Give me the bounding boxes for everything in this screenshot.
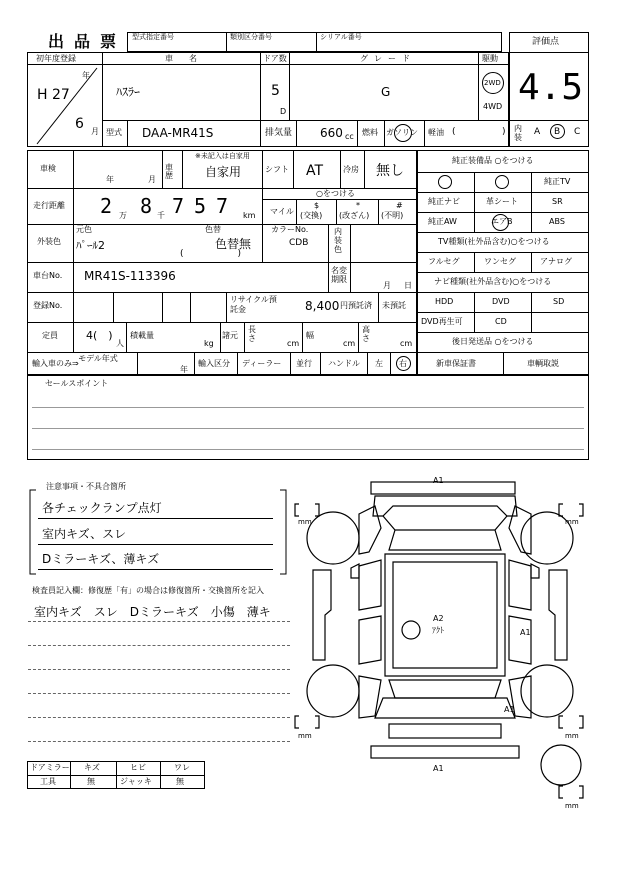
divider xyxy=(160,761,161,789)
divider xyxy=(531,252,532,272)
grade-value: G xyxy=(381,85,391,99)
divider xyxy=(102,120,509,121)
displacement-label: 排気量 xyxy=(265,128,293,138)
header-fields-box xyxy=(127,32,502,52)
handle-label: ハンドル xyxy=(328,359,360,368)
color-change-value: 色替無 xyxy=(215,237,252,251)
divider xyxy=(357,120,358,147)
width-unit: cm xyxy=(343,339,356,348)
mileage-option-tamper-mark: * xyxy=(356,201,360,210)
inspector-line xyxy=(28,669,290,670)
oil-label: 軽油 xyxy=(428,128,444,137)
fuel-value: ガソリン xyxy=(386,128,418,137)
category-number-label: 類別区分番号 xyxy=(230,33,272,41)
mileage-unit-sen: 千 xyxy=(157,211,165,220)
tools-value-2: 無 xyxy=(176,777,184,786)
mileage-digit-1: 2 xyxy=(100,194,113,218)
divider xyxy=(70,761,71,789)
divider xyxy=(220,322,221,352)
recycle-paid: 円預託済 xyxy=(340,301,372,310)
color-no-label: カラーNo. xyxy=(271,225,309,234)
divider xyxy=(378,199,379,224)
mileage-option-unknown-mark: # xyxy=(396,201,403,210)
divider xyxy=(417,272,589,273)
ac-value: 無し xyxy=(376,163,404,179)
nav-sd: SD xyxy=(553,297,565,306)
mileage-option-unknown: (不明) xyxy=(381,211,404,220)
damage-mark-roof: A2 xyxy=(433,614,444,623)
tv-oneseg: ワンセグ xyxy=(484,257,516,266)
equipment-title: 純正装備品 ○をつける xyxy=(452,156,534,165)
tools-header-break: ワレ xyxy=(174,763,190,772)
damage-mark-top: A1 xyxy=(433,476,444,485)
mm-label: mm xyxy=(298,732,312,740)
divider xyxy=(27,188,417,189)
recycle-amount: 8,400 xyxy=(305,299,340,313)
car-name-label: 車 名 xyxy=(165,54,201,63)
name-change-month: 月 xyxy=(383,281,391,290)
damage-mark-rear-right: A1 xyxy=(504,705,515,714)
tools-header-crack: ヒビ xyxy=(130,763,146,772)
equipment-leather: 革シート xyxy=(486,197,518,206)
nav-title: ナビ種類(社外品含む)○をつける xyxy=(434,277,552,286)
mileage-option-exchange-mark: $ xyxy=(314,201,320,210)
mileage-digit-3: 7 xyxy=(172,194,185,218)
note-line xyxy=(38,518,273,519)
note-line xyxy=(38,569,273,570)
divider xyxy=(27,292,417,293)
divider xyxy=(113,292,114,322)
oil-bracket-right: ) xyxy=(502,127,506,137)
mileage-circle-note: ○をつける xyxy=(316,189,355,198)
inspection-month-unit: 月 xyxy=(148,175,156,184)
registration-label: 登録No. xyxy=(33,301,63,310)
interior-grade-a: A xyxy=(534,127,541,137)
recycle-label: リサイクル預託金 xyxy=(230,295,277,314)
original-color-value: ﾊﾟｰﾙ2 xyxy=(76,239,105,252)
divider xyxy=(296,199,297,224)
model-year-label: モデル年式 xyxy=(78,354,118,363)
divider xyxy=(182,150,183,188)
divider xyxy=(127,120,128,147)
notes-label: 注意事項・不具合箇所 xyxy=(46,482,126,491)
import-type-label: 輸入区分 xyxy=(198,359,230,368)
divider xyxy=(417,172,589,173)
interior-grade-c: C xyxy=(574,127,581,137)
nav-dvd: DVD xyxy=(492,297,510,306)
mileage-digit-2: 8 xyxy=(140,194,153,218)
later-title: 後日発送品 ○をつける xyxy=(452,337,534,346)
height-label: 高さ xyxy=(362,325,370,343)
divider xyxy=(262,150,263,262)
inspector-line xyxy=(28,645,290,646)
power-window-icon xyxy=(495,175,509,189)
equipment-abs: ABS xyxy=(549,217,565,226)
history-note: ※未記入は自家用 xyxy=(195,152,250,160)
divider xyxy=(474,172,475,232)
oil-bracket-left: ( xyxy=(452,127,456,137)
exterior-label: 外装色 xyxy=(37,237,61,246)
note-line xyxy=(38,544,273,545)
damage-mark-roof-note: ｱｸﾄ xyxy=(432,626,444,635)
inspector-line xyxy=(28,621,290,622)
divider xyxy=(244,322,245,352)
divider xyxy=(73,150,74,352)
first-reg-year-unit: 年 xyxy=(82,71,90,80)
parallel-label: 並行 xyxy=(296,359,312,368)
divider xyxy=(417,252,589,253)
equipment-aw: 純正AW xyxy=(428,217,457,226)
nav-hdd: HDD xyxy=(435,297,454,306)
handle-left: 左 xyxy=(375,359,383,368)
mileage-label: 走行距離 xyxy=(33,201,65,210)
tv-title: TV種類(社外品含む)○をつける xyxy=(438,237,550,246)
tools-value-tool: 工具 xyxy=(40,777,56,786)
divider xyxy=(328,262,329,292)
nav-dvd-play: DVD再生可 xyxy=(421,317,463,326)
divider xyxy=(417,192,589,193)
divider xyxy=(137,352,138,375)
height-unit: cm xyxy=(400,339,413,348)
divider xyxy=(474,252,475,272)
first-reg-month-unit: 月 xyxy=(91,127,99,136)
shift-value: AT xyxy=(306,163,324,179)
name-change-day: 日 xyxy=(404,281,412,290)
chassis-value: MR41S-113396 xyxy=(84,269,176,283)
divider xyxy=(27,262,417,263)
color-change-label: 色替 xyxy=(205,225,221,234)
damage-mark-right: A1 xyxy=(520,628,531,637)
shift-label: シフト xyxy=(265,165,289,174)
divider xyxy=(384,120,385,147)
divider xyxy=(27,352,417,353)
dims-label: 諸元 xyxy=(222,331,238,340)
divider xyxy=(289,52,290,120)
inspector-line xyxy=(28,717,290,718)
mileage-unit-km: km xyxy=(243,211,256,220)
divider xyxy=(503,352,504,375)
divider xyxy=(320,352,321,375)
tools-header-scratch: キズ xyxy=(84,763,100,772)
inspector-line xyxy=(28,741,290,742)
displacement-unit: cc xyxy=(345,132,354,141)
drive-2wd: 2WD xyxy=(484,79,501,87)
inspector-label: 検査員記入欄：修復歴「有」の場合は修復箇所・交換箇所を記入 xyxy=(32,586,264,595)
grade-label: グレード xyxy=(360,54,416,63)
load-label: 積載量 xyxy=(130,331,154,340)
later-warranty: 新車保証書 xyxy=(436,359,476,368)
divider xyxy=(424,120,425,147)
divider xyxy=(417,292,589,293)
divider xyxy=(509,120,589,121)
nav-cd: CD xyxy=(495,317,507,326)
original-color-label: 元色 xyxy=(76,225,92,234)
chassis-label: 車台No. xyxy=(33,271,63,280)
serial-number-label: シリアル番号 xyxy=(320,33,362,41)
divider xyxy=(378,292,379,322)
model-value: DAA-MR41S xyxy=(142,126,214,140)
note-item-2: 室内キズ、スレ xyxy=(42,527,127,541)
divider xyxy=(350,262,351,292)
mm-label: mm xyxy=(565,732,579,740)
handle-right: 右 xyxy=(399,359,407,368)
divider xyxy=(116,761,117,789)
equipment-sr: SR xyxy=(552,197,563,206)
divider xyxy=(190,292,191,322)
sales-line xyxy=(32,449,584,450)
steering-wheel-icon xyxy=(438,175,452,189)
drive-label: 駆動 xyxy=(482,54,498,63)
divider xyxy=(237,352,238,375)
mileage-option-mile: マイル xyxy=(270,207,294,216)
score-label: 評価点 xyxy=(532,37,560,47)
divider xyxy=(367,352,368,375)
color-no-value: CDB xyxy=(289,238,309,248)
mm-label: mm xyxy=(565,802,579,810)
inspection-year-unit: 年 xyxy=(106,175,114,184)
score-value: 4.5 xyxy=(518,67,584,108)
divider xyxy=(316,32,317,52)
recycle-unpaid: 未預託 xyxy=(382,301,406,310)
sales-box xyxy=(27,375,589,460)
divider xyxy=(162,150,163,188)
divider xyxy=(417,232,589,233)
inspection-label: 車検 xyxy=(40,164,56,173)
divider xyxy=(478,52,479,120)
displacement-value: 660 xyxy=(320,126,343,140)
divider xyxy=(336,199,337,224)
interior-label: 内装 xyxy=(514,124,522,142)
model-label: 型式 xyxy=(106,128,122,137)
note-item-1: 各チェックランプ点灯 xyxy=(42,501,162,515)
mileage-digit-5: 7 xyxy=(216,194,229,218)
divider xyxy=(194,352,195,375)
sales-line xyxy=(32,428,584,429)
mileage-option-tamper: (改ざん) xyxy=(339,211,370,220)
fuel-label: 燃料 xyxy=(362,128,378,137)
capacity-value: 4( ) xyxy=(86,329,113,342)
divider xyxy=(358,322,359,352)
divider xyxy=(226,32,227,52)
divider xyxy=(162,292,163,322)
divider xyxy=(340,150,341,188)
sales-line xyxy=(32,407,584,408)
divider xyxy=(262,199,417,200)
divider xyxy=(260,52,261,147)
doors-value: 5 xyxy=(271,83,280,99)
form-title: 出品票 xyxy=(48,32,127,51)
import-label: 輸入車のみ⇒ xyxy=(32,359,79,368)
divider xyxy=(290,352,291,375)
mileage-digit-4: 5 xyxy=(194,194,207,218)
drive-4wd: 4WD xyxy=(483,102,503,111)
tv-fullseg: フルセグ xyxy=(428,257,460,266)
equipment-tv: 純正TV xyxy=(544,177,571,186)
divider xyxy=(350,224,351,262)
divider xyxy=(509,52,589,53)
divider xyxy=(474,292,475,332)
divider xyxy=(302,322,303,352)
damage-mark-bottom: A1 xyxy=(433,764,444,773)
color-change-paren: ( ) xyxy=(180,249,242,259)
model-year-unit: 年 xyxy=(180,365,188,374)
first-reg-label: 初年度登録 xyxy=(36,54,76,63)
inspector-line xyxy=(28,693,290,694)
divider xyxy=(102,52,103,147)
ac-label: 冷房 xyxy=(343,165,359,174)
dealer-label: ディーラー xyxy=(242,359,282,368)
divider xyxy=(364,150,365,188)
equipment-navi: 純正ナビ xyxy=(428,197,460,206)
length-unit: cm xyxy=(287,339,300,348)
mm-label: mm xyxy=(565,518,579,526)
first-reg-month: 6 xyxy=(75,116,84,132)
car-name: ﾊｽﾗｰ xyxy=(116,85,141,99)
tools-header-mirror: ドアミラー xyxy=(30,763,70,772)
equipment-airbag: エアB xyxy=(491,217,513,226)
car-diagram xyxy=(285,470,605,815)
divider xyxy=(417,212,589,213)
divider xyxy=(390,352,391,375)
note-item-3: Dミラーキズ、薄キズ xyxy=(42,552,160,566)
capacity-label: 定員 xyxy=(42,331,58,340)
divider xyxy=(531,292,532,332)
capacity-unit: 人 xyxy=(116,339,124,348)
history-value: 自家用 xyxy=(205,165,242,179)
history-label: 車歴 xyxy=(165,163,173,180)
divider xyxy=(126,322,127,352)
divider xyxy=(293,150,294,188)
divider xyxy=(417,332,589,333)
load-unit: kg xyxy=(204,339,214,348)
width-label: 幅 xyxy=(306,331,314,340)
tools-value-jack: ジャッキ xyxy=(120,777,152,786)
divider xyxy=(226,292,227,322)
mileage-option-exchange: (交換) xyxy=(300,211,323,220)
divider xyxy=(328,224,329,262)
tv-analog: アナログ xyxy=(540,257,572,266)
tools-value-1: 無 xyxy=(87,777,95,786)
inspector-text: 室内キズ スレ Dミラーキズ 小傷 薄キ xyxy=(34,605,271,619)
first-reg-year: H 27 xyxy=(37,87,70,103)
interior-color-label: 内装色 xyxy=(334,227,342,254)
doors-suffix: D xyxy=(280,107,287,116)
divider xyxy=(296,120,297,147)
later-manual: 車輌取説 xyxy=(527,359,559,368)
mileage-unit-man: 万 xyxy=(119,211,127,220)
length-label: 長さ xyxy=(248,325,256,343)
mm-label: mm xyxy=(298,518,312,526)
type-designation-label: 型式指定番号 xyxy=(132,33,174,41)
interior-grade-b: B xyxy=(554,127,561,137)
name-change-label: 名変期限 xyxy=(331,266,347,284)
doors-label: ドア数 xyxy=(263,54,287,63)
sales-label: セールスポイント xyxy=(45,379,109,388)
divider xyxy=(417,312,589,313)
divider xyxy=(531,172,532,232)
